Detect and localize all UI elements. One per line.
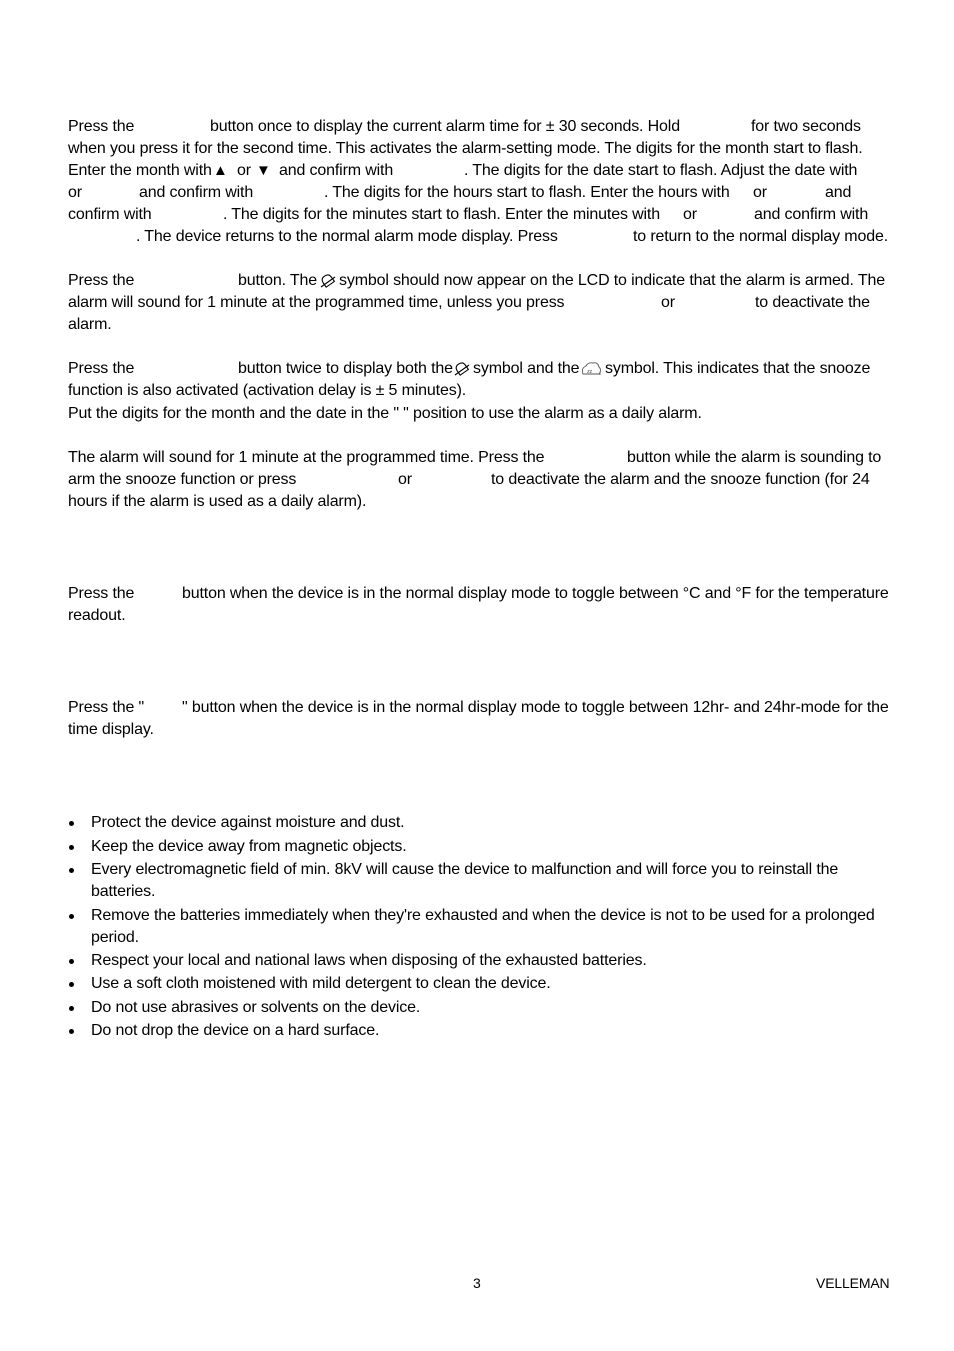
list-item-continuation: batteries. bbox=[91, 883, 156, 900]
text: . The device returns to the normal alarm mode display. Press bbox=[136, 228, 558, 245]
text: Press the bbox=[68, 272, 135, 289]
text: alarm. bbox=[68, 316, 112, 333]
text: to return to the normal display mode. bbox=[633, 228, 889, 245]
list-item: Do not drop the device on a hard surface. bbox=[91, 1022, 380, 1039]
svg-text:zz: zz bbox=[587, 369, 592, 375]
text: or bbox=[398, 471, 412, 488]
bullet-icon bbox=[68, 950, 76, 972]
text: for two seconds bbox=[751, 118, 861, 135]
text: button while the alarm is sounding to bbox=[627, 449, 882, 466]
text: symbol should now appear on the LCD to indicate that the alarm is armed. The bbox=[339, 272, 885, 289]
list-item: Use a soft cloth moistened with mild detergent to clean the device. bbox=[91, 975, 551, 992]
brand-name: VELLEMAN bbox=[816, 1275, 890, 1291]
text: and confirm with bbox=[139, 184, 254, 201]
text: or bbox=[753, 184, 767, 201]
list-item: Protect the device against moisture and dust. bbox=[91, 814, 405, 831]
bullet-icon bbox=[68, 973, 76, 995]
text: Press the " bbox=[68, 699, 145, 716]
up-arrow-icon: ▲ bbox=[213, 162, 228, 179]
text: or bbox=[683, 206, 697, 223]
bullet-icon bbox=[68, 812, 76, 834]
down-arrow-icon: ▼ bbox=[256, 162, 271, 179]
text: button. The bbox=[238, 272, 318, 289]
text: and confirm with bbox=[279, 162, 394, 179]
text: . The digits for the minutes start to flash. Enter the minutes with bbox=[223, 206, 660, 223]
svg-text:z: z bbox=[599, 371, 601, 376]
list-item: Every electromagnetic field of min. 8kV will cause the device to malfunction and will force you to reinstall the bbox=[91, 861, 839, 878]
text: button once to display the current alarm time for ± 30 seconds. Hold bbox=[210, 118, 680, 135]
text: function is also activated (activation delay is ± 5 minutes). bbox=[68, 382, 467, 399]
snooze-zz-icon bbox=[581, 362, 603, 376]
text: or bbox=[237, 162, 251, 179]
text: symbol and the bbox=[473, 360, 580, 377]
text: Press the bbox=[68, 118, 135, 135]
list-item: Do not use abrasives or solvents on the device. bbox=[91, 999, 421, 1016]
text: when you press it for the second time. This activates the alarm-setting mode. The digits for the month start to flash. bbox=[68, 140, 863, 157]
text: and bbox=[825, 184, 852, 201]
text: to deactivate the alarm and the snooze function (for 24 bbox=[491, 471, 870, 488]
text: readout. bbox=[68, 607, 126, 624]
text: Enter the month with bbox=[68, 162, 212, 179]
text: arm the snooze function or press bbox=[68, 471, 297, 488]
text: button when the device is in the normal display mode to toggle between °C and °F for the temperature bbox=[182, 585, 889, 602]
text: . The digits for the hours start to flash. Enter the hours with bbox=[324, 184, 730, 201]
text: time display. bbox=[68, 721, 154, 738]
text: symbol. This indicates that the snooze bbox=[605, 360, 871, 377]
text: and confirm with bbox=[754, 206, 869, 223]
alarm-bell-icon bbox=[320, 274, 336, 288]
bullet-icon bbox=[68, 859, 76, 881]
text: or bbox=[661, 294, 675, 311]
text: confirm with bbox=[68, 206, 152, 223]
text: to deactivate the bbox=[755, 294, 870, 311]
text: alarm will sound for 1 minute at the programmed time, unless you press bbox=[68, 294, 565, 311]
text: " button when the device is in the normal display mode to toggle between 12hr- and 24hr-mode for the bbox=[182, 699, 889, 716]
text: or bbox=[68, 184, 82, 201]
page-number: 3 bbox=[473, 1275, 481, 1291]
bullet-icon bbox=[68, 1020, 76, 1042]
bullet-icon bbox=[68, 836, 76, 858]
text: button twice to display both the bbox=[238, 360, 453, 377]
text: Press the bbox=[68, 585, 135, 602]
text: Press the bbox=[68, 360, 135, 377]
text: . The digits for the date start to flash. Adjust the date with bbox=[464, 162, 858, 179]
list-item-continuation: period. bbox=[91, 929, 139, 946]
bullet-icon bbox=[68, 997, 76, 1019]
list-item: Keep the device away from magnetic objects. bbox=[91, 838, 407, 855]
list-item: Respect your local and national laws when disposing of the exhausted batteries. bbox=[91, 952, 647, 969]
text: hours if the alarm is used as a daily alarm). bbox=[68, 493, 367, 510]
list-item: Remove the batteries immediately when they're exhausted and when the device is not to be used for a prolonged bbox=[91, 907, 875, 924]
text: The alarm will sound for 1 minute at the programmed time. Press the bbox=[68, 449, 545, 466]
bullet-icon bbox=[68, 905, 76, 927]
alarm-bell-icon bbox=[454, 362, 470, 376]
text: Put the digits for the month and the date in the " " position to use the alarm as a daily alarm. bbox=[68, 405, 702, 422]
